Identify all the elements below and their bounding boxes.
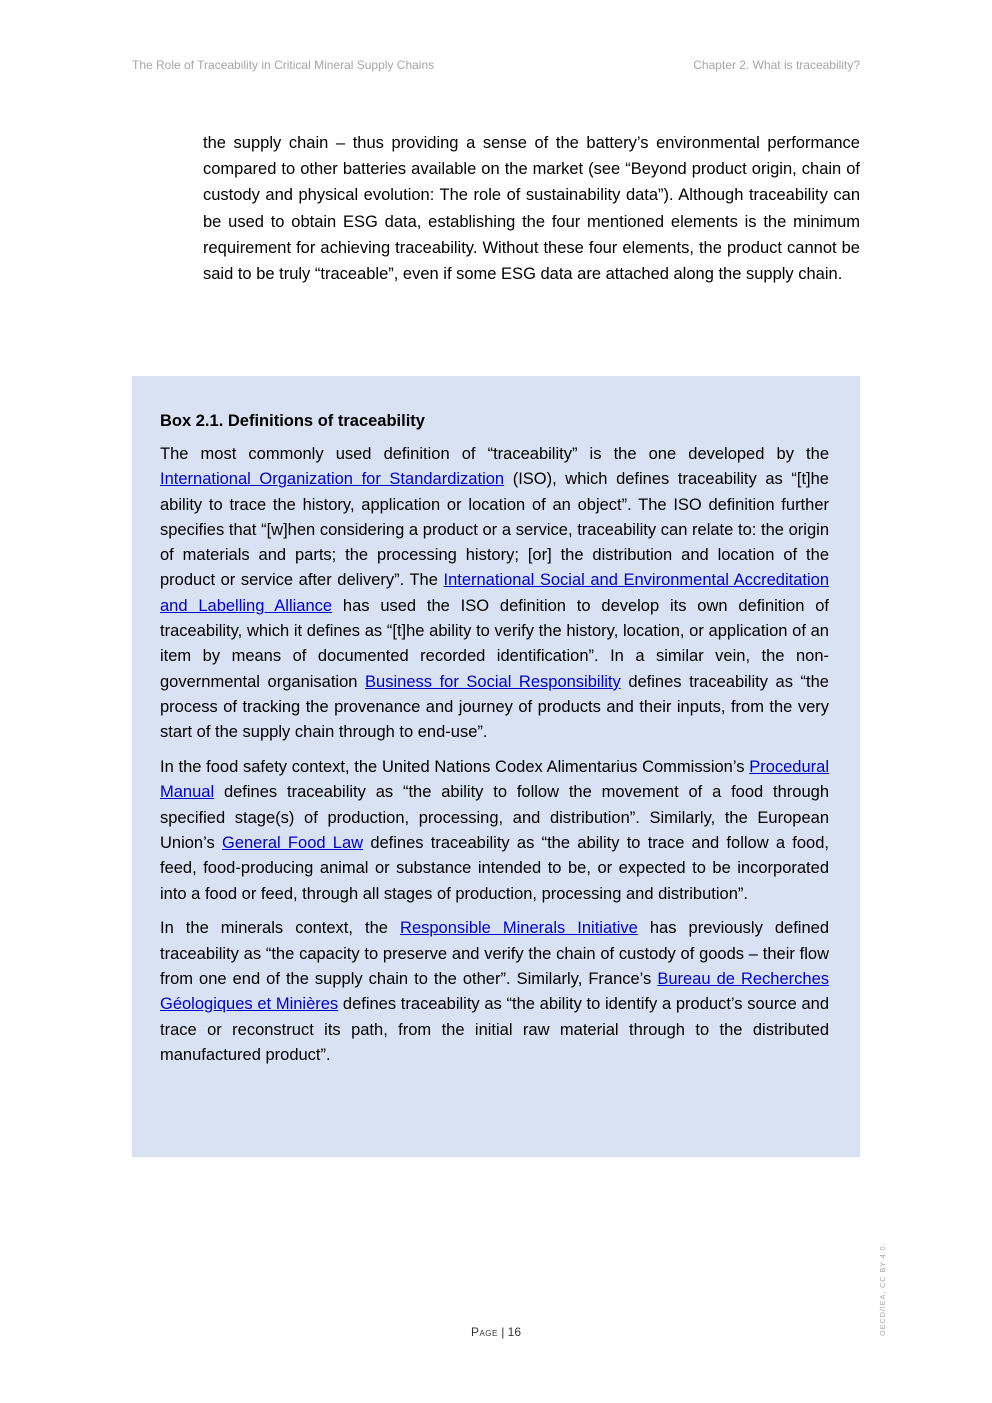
text-run: The most commonly used definition of “traceability” is the one developed by the [160, 445, 829, 463]
text-run: has previously defined traceability as “the capacity to preserve and verify the chain of custody of goods – their flow from one end of the supply chain to the other”. Similarly, France’s [160, 919, 829, 988]
header-chapter-title: Chapter 2. What is traceability? [693, 58, 860, 72]
box-paragraph-3 [160, 916, 829, 1068]
text-run: defines traceability as “the ability to trace and follow a food, feed, food-producing animal or substance intended to be, or expected to be incorporated into a food or feed, through all stages of production, processing and distribution”. [160, 833, 829, 903]
link-procedural-manual[interactable]: Procedural Manual [160, 758, 829, 802]
intro-paragraph: the supply chain – thus providing a sense of the battery’s environmental performance compared to other batteries available on the market (see “Beyond product origin, chain of custody and physical evolution: The role of sustainability data”). Although traceability can be used to obtain ESG data, establishing the four mentioned elements is the minimum requirement for achieving traceability. Without these four elements, the product cannot be said to be truly “traceable”, even if some ESG data are attached along the supply chain. [203, 134, 860, 284]
box-paragraph-2 [160, 755, 829, 907]
text-run: defines traceability as “the process of tracking the provenance and journey of products and their inputs, from the very start of the supply chain through to end-use”. [160, 672, 829, 742]
page-separator: | [497, 1325, 508, 1339]
text-run: In the food safety context, the United Nations Codex Alimentarius Commission’s [160, 758, 750, 777]
link-brgm[interactable]: Bureau de Recherches Géologiques et Minières [160, 969, 829, 1014]
text-run: (ISO), which defines traceability as “[t]he ability to trace the history, application or location of an object”. The ISO definition further specifies that “[w]hen considering a product or a service, traceability can relate to: the origin of materials and parts; the processing history; [or] the distribution and location of the product or service after delivery”. The [160, 470, 829, 590]
link-iseal[interactable]: International Social and Environmental Accreditation and Labelling Alliance [160, 571, 829, 615]
link-iso[interactable]: International Organization for Standardization [160, 470, 505, 489]
box-title: Box 2.1. Definitions of traceability [160, 412, 425, 430]
page-number [0, 1325, 992, 1339]
page-number-value: 16 [507, 1325, 522, 1339]
link-bsr[interactable]: Business for Social Responsibility [365, 672, 621, 691]
copyright-notice: OECD/IEA, CC BY 4.0. [878, 1242, 887, 1336]
text-run: In the minerals context, the [160, 919, 401, 938]
link-rmi[interactable]: Responsible Minerals Initiative [400, 919, 638, 938]
text-run: defines traceability as “the ability to follow the movement of a food through specified stage(s) of production, processing, and distribution”. Similarly, the European Union’s [160, 783, 829, 852]
text-run: defines traceability as “the ability to identify a product’s source and trace or reconstruct its path, from the initial raw material through to the distributed manufactured product”. [160, 995, 830, 1064]
page-label: Page [470, 1325, 498, 1339]
running-header [132, 58, 860, 72]
link-general-food-law[interactable]: General Food Law [221, 833, 364, 852]
header-document-title: The Role of Traceability in Critical Mineral Supply Chains [132, 58, 435, 72]
text-run: has used the ISO definition to develop its own definition of traceability, which it defines as “[t]he ability to verify the history, location, or application of an item by means of documented recorded identification”. In a similar vein, the non-governmental organisation [160, 596, 829, 691]
definitions-box [132, 376, 860, 1157]
box-paragraph-1 [160, 442, 829, 746]
